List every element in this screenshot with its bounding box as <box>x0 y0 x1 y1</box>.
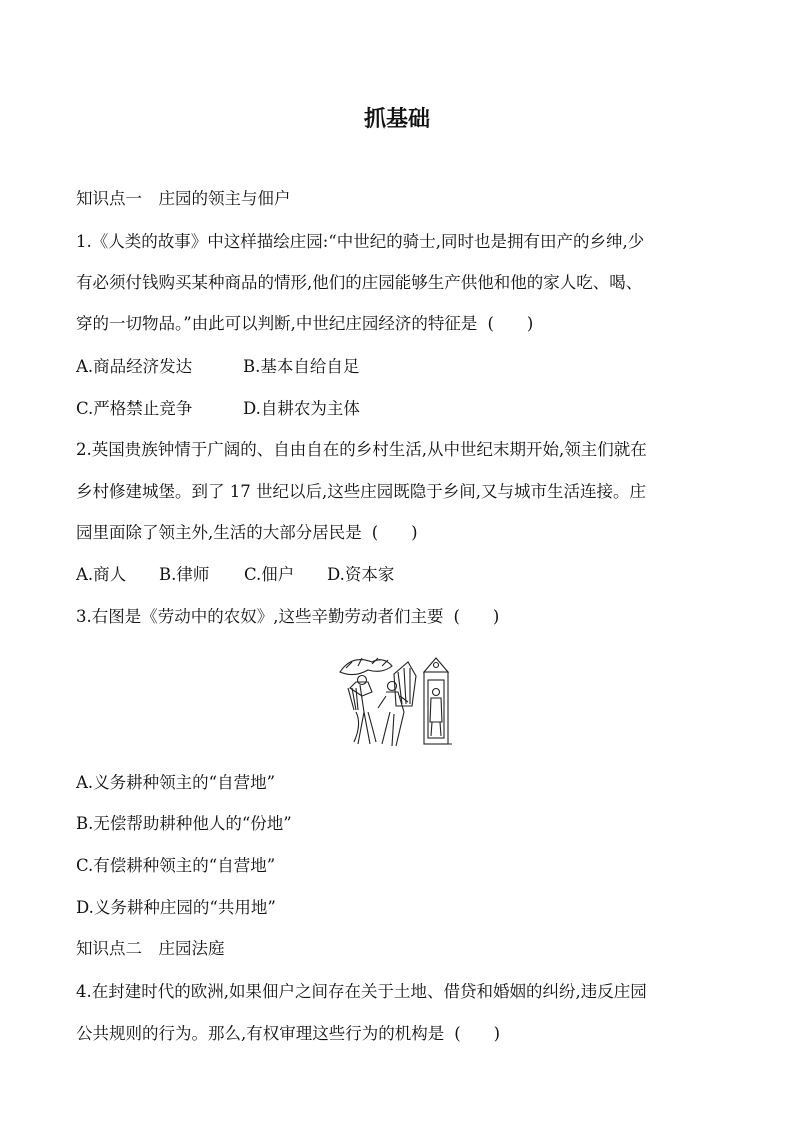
question-1-line-2: 有必须付钱购买某种商品的情形,他们的庄园能够生产供他和他的家人吃、喝、 <box>76 273 643 292</box>
question-1-options-2 <box>76 399 726 419</box>
question-1-line-3 <box>76 314 726 334</box>
question-3-text: 3.右图是《劳动中的农奴》,这些辛勤劳动者们主要 <box>76 607 444 626</box>
question-3-option-a: A.义务耕种领主的“自营地” <box>76 773 276 792</box>
answer-blank: ( ) <box>371 523 418 542</box>
option-c: C.佃户 <box>244 565 295 584</box>
serfs-labor-illustration <box>332 652 462 748</box>
question-2-line-3 <box>76 523 726 543</box>
page-title: 抓基础 <box>363 107 430 132</box>
option-c: C.严格禁止竞争 <box>76 399 193 418</box>
question-3-option-b: B.无偿帮助耕种他人的“份地” <box>76 814 292 833</box>
option-b: B.律师 <box>159 565 210 584</box>
question-2-text: 园里面除了领主外,生活的大部分居民是 <box>76 523 362 542</box>
question-4-line-2 <box>76 1024 726 1044</box>
answer-blank: ( ) <box>487 314 534 333</box>
question-2-options <box>76 565 726 585</box>
section-heading-2: 知识点二 庄园法庭 <box>76 939 225 958</box>
question-4-line-1: 4.在封建时代的欧洲,如果佃户之间存在关于土地、借贷和婚姻的纠纷,违反庄园 <box>76 982 647 1001</box>
question-1-text: 穿的一切物品。”由此可以判断,中世纪庄园经济的特征是 <box>76 314 478 333</box>
option-d: D.资本家 <box>327 565 395 584</box>
option-a: A.商品经济发达 <box>76 357 193 376</box>
question-3-option-d: D.义务耕种庄园的“共用地” <box>76 898 276 917</box>
option-d: D.自耕农为主体 <box>243 399 360 418</box>
section-heading-1: 知识点一 庄园的领主与佃户 <box>76 189 291 208</box>
question-1-options <box>76 357 726 377</box>
question-3-option-c: C.有偿耕种领主的“自营地” <box>76 856 276 875</box>
question-2-line-1: 2.英国贵族钟情于广阔的、自由自在的乡村生活,从中世纪末期开始,领主们就在 <box>76 440 647 459</box>
option-a: A.商人 <box>76 565 127 584</box>
question-1-line-1: 1.《人类的故事》中这样描绘庄园:“中世纪的骑士,同时也是拥有田产的乡绅,少 <box>76 232 645 251</box>
answer-blank: ( ) <box>454 1024 501 1043</box>
question-4-text: 公共规则的行为。那么,有权审理这些行为的机构是 <box>76 1024 445 1043</box>
question-3-line-1 <box>76 607 726 627</box>
question-2-line-2: 乡村修建城堡。到了 17 世纪以后,这些庄园既隐于乡间,又与城市生活连接。庄 <box>76 482 646 501</box>
answer-blank: ( ) <box>453 607 500 626</box>
option-b: B.基本自给自足 <box>243 357 360 376</box>
